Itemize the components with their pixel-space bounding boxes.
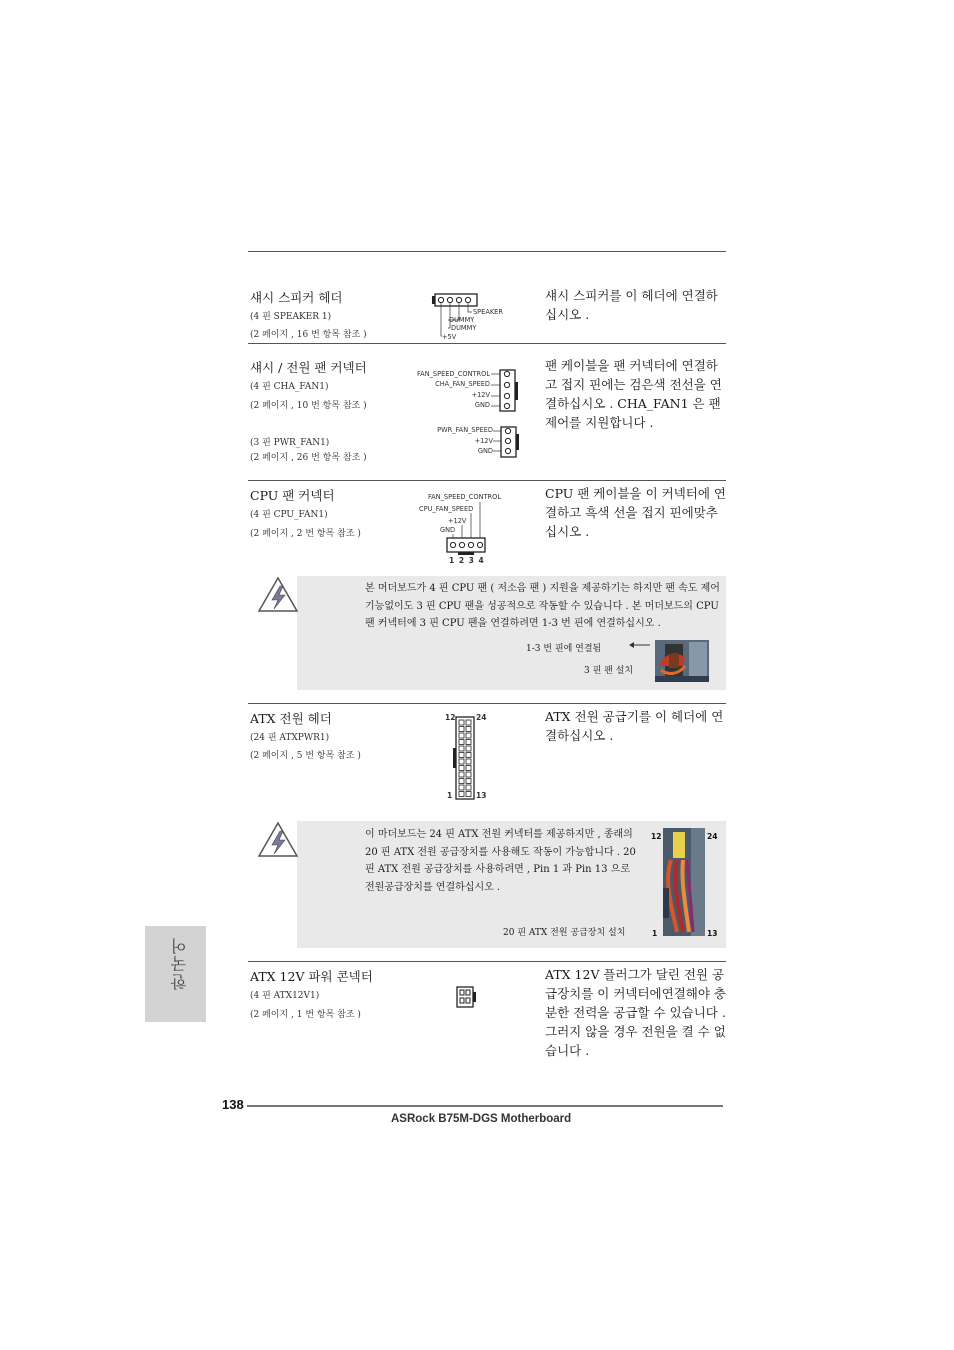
atx-pin-number: 1 (447, 791, 453, 800)
atx12v-page-ref: (2 페이지 , 1 번 항목 참조 ) (250, 1010, 361, 1020)
power-fan-page-ref: (2 페이지 , 26 번 항목 참조 ) (250, 453, 367, 463)
speaker-pin-note: (4 핀 SPEAKER 1) (250, 312, 332, 322)
section-divider (248, 480, 726, 481)
atx-power-title: ATX 전원 헤더 (250, 711, 332, 726)
section-divider (248, 343, 726, 344)
pin-connect-label: 1-3 번 핀에 연결됨 (526, 644, 602, 654)
atx-power-description: ATX 전원 공급기를 이 헤더에 연결하십시오 . (545, 709, 724, 743)
section-divider (248, 961, 726, 962)
cha-fan-pin-label: CHA_FAN_SPEED (435, 380, 490, 388)
atx-24pin-connector-diagram (452, 716, 478, 802)
speaker-header-diagram (428, 290, 520, 340)
atx-pin-number: 13 (476, 791, 487, 800)
cpu-fan-pin-label: GND (440, 526, 456, 534)
cpu-fan-pin-label: +12V (448, 517, 467, 525)
atx-20pin-caption: 20 핀 ATX 전원 공급장치 설치 (503, 928, 626, 938)
atx-pin-number: 12 (445, 713, 456, 722)
footer-rule (247, 1105, 723, 1107)
cpu-fan-description: CPU 팬 케이블을 이 커넥터에 연결하고 흑색 선을 접지 핀에맞추십시오 . (545, 486, 726, 539)
chassis-fan-pin-note: (4 핀 CHA_FAN1) (250, 382, 329, 392)
cha-fan-pin-label: GND (474, 401, 490, 409)
atx-photo-pin-number: 13 (707, 929, 718, 938)
atx12v-title: ATX 12V 파워 콘넥터 (250, 969, 373, 984)
speaker-pin-label: SPEAKER (473, 308, 503, 316)
warning-icon (257, 821, 299, 859)
speaker-description: 섀시 스피커를 이 헤더에 연결하십시오 . (545, 288, 718, 322)
speaker-pin-label: DUMMY (451, 324, 477, 332)
cpu-fan-title: CPU 팬 커넥터 (250, 488, 335, 503)
three-pin-fan-caption: 3 핀 팬 설치 (584, 666, 634, 676)
cha-fan-pin-label: FAN_SPEED_CONTROL (417, 370, 490, 378)
cpu-fan-pin-label: FAN_SPEED_CONTROL (428, 493, 501, 501)
pwr-fan-pin-label: PWR_FAN_SPEED (437, 426, 493, 434)
footer-product-name: ASRock B75M-DGS Motherboard (391, 1113, 572, 1125)
cpu-fan-warning-text: 본 머더보드가 4 핀 CPU 팬 ( 저소음 팬 ) 지원을 제공하기는 하지만 팬 속도 제어기능없이도 3 핀 CPU 팬을 성공적으로 작동할 수 있습니다 . 본 머더보드의 CPU 팬 커넥터에 3 핀 CPU 팬을 연결하려면 1-3 번 핀에 연결하십시오 . (365, 583, 720, 629)
cpu-fan-pin-label: CPU_FAN_SPEED (419, 505, 474, 513)
cpu-fan-page-ref: (2 페이지 , 2 번 항목 참조 ) (250, 529, 361, 539)
cpu-fan-pin-numbers: 1 2 3 4 (449, 556, 485, 565)
arrow-left-icon (628, 640, 652, 650)
cpu-fan-connector-diagram (440, 500, 490, 556)
atx-photo-pin-number: 12 (651, 832, 662, 841)
speaker-page-ref: (2 페이지 , 16 번 항목 참조 ) (250, 330, 367, 340)
atx-power-pin-note: (24 핀 ATXPWR1) (250, 733, 330, 743)
atx-warning-text: 이 마더보드는 24 핀 ATX 전원 커넥터를 제공하지만 , 종래의 20 핀 ATX 전원 공급장치를 사용해도 작동이 가능합니다 . 20 핀 ATX 전원 공급장치를 사용하려면 , Pin 1 과 Pin 13 으로 전원공급장치를 연결하십시오 . (365, 829, 636, 893)
chassis-fan-page-ref: (2 페이지 , 10 번 항목 참조 ) (250, 401, 367, 411)
cpu-fan-pin-note: (4 핀 CPU_FAN1) (250, 510, 328, 520)
atx12v-connector-diagram (454, 985, 478, 1009)
top-rule (248, 251, 726, 252)
speaker-title: 섀시 스피커 헤더 (250, 290, 343, 305)
atx-photo-pin-number: 1 (652, 929, 658, 938)
atx12v-description: ATX 12V 플러그가 달린 전원 공급장치를 이 커넥터에연결해야 충분한 전력을 공급할 수 있습니다 . 그러지 않을 경우 전원을 켤 수 없습니다 . (545, 967, 726, 1058)
speaker-pin-label: DUMMY (449, 316, 475, 324)
cha-fan-pin-label: +12V (471, 391, 490, 399)
atx-pin-number: 24 (476, 713, 487, 722)
pwr-fan-connector-diagram (492, 425, 522, 459)
page-number: 138 (222, 1097, 244, 1112)
atx-photo-pin-number: 24 (707, 832, 718, 841)
three-pin-fan-photo (655, 640, 709, 682)
chassis-fan-description: 팬 케이블을 팬 커넥터에 연결하고 접지 핀에는 검은색 전선을 연결하십시오 . CHA_FAN1 은 팬 제어를 지원합니다 . (545, 358, 722, 430)
speaker-pin-label: +5V (442, 333, 457, 340)
atx-20pin-install-photo (663, 828, 705, 936)
pwr-fan-pin-label: GND (477, 447, 493, 455)
language-tab-label: 한국어 (170, 936, 189, 990)
chassis-fan-title: 섀시 / 전원 팬 커넥터 (250, 360, 367, 375)
pwr-fan-pin-label: +12V (474, 437, 493, 445)
warning-icon (257, 576, 299, 614)
power-fan-pin-note: (3 핀 PWR_FAN1) (250, 438, 330, 448)
atx-power-page-ref: (2 페이지 , 5 번 항목 참조 ) (250, 751, 361, 761)
cha-fan-connector-diagram (490, 368, 520, 412)
section-divider (248, 703, 726, 704)
atx12v-pin-note: (4 핀 ATX12V1) (250, 991, 320, 1001)
